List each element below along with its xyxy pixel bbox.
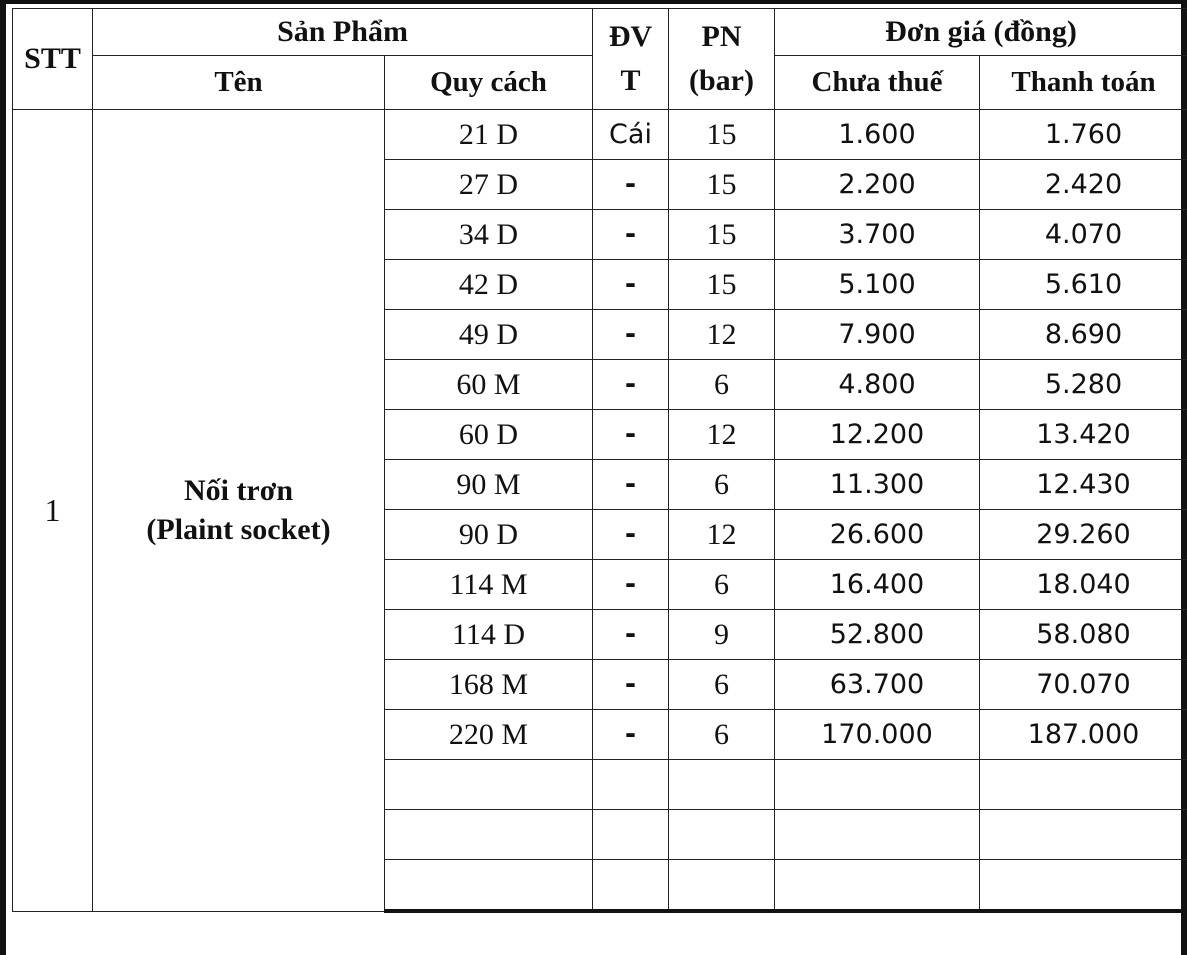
unit-cell [593, 760, 669, 810]
unit-cell: - [593, 310, 669, 360]
spec-cell: 27 D [385, 160, 593, 210]
header-product-group: Sản Phẩm [93, 9, 593, 56]
spec-cell: 168 M [385, 660, 593, 710]
price-total-cell: 1.760 [980, 110, 1187, 160]
price-pretax-cell: 170.000 [775, 710, 980, 760]
header-name: Tên [93, 56, 385, 110]
spec-cell: 42 D [385, 260, 593, 310]
pn-cell: 6 [669, 460, 775, 510]
pn-cell [669, 760, 775, 810]
price-pretax-cell [775, 810, 980, 860]
spec-cell: 114 M [385, 560, 593, 610]
pn-cell: 15 [669, 210, 775, 260]
header-row-1 [13, 9, 1187, 56]
unit-cell: - [593, 260, 669, 310]
price-pretax-cell [775, 860, 980, 912]
unit-cell: - [593, 410, 669, 460]
header-pn [669, 9, 775, 110]
unit-cell: - [593, 360, 669, 410]
spec-cell: 21 D [385, 110, 593, 160]
spec-cell [385, 810, 593, 860]
product-name-vi: Nối trơn [183, 474, 294, 508]
pn-cell: 6 [669, 660, 775, 710]
price-total-cell: 70.070 [980, 660, 1187, 710]
price-pretax-cell: 52.800 [775, 610, 980, 660]
price-pretax-cell: 5.100 [775, 260, 980, 310]
price-total-cell: 4.070 [980, 210, 1187, 260]
pn-cell: 6 [669, 710, 775, 760]
price-pretax-cell: 3.700 [775, 210, 980, 260]
pn-cell: 15 [669, 160, 775, 210]
header-pn-line2: (bar) [689, 64, 754, 97]
price-total-cell: 187.000 [980, 710, 1187, 760]
unit-cell: Cái [593, 110, 669, 160]
price-total-cell: 5.280 [980, 360, 1187, 410]
unit-cell [593, 860, 669, 912]
price-total-cell: 58.080 [980, 610, 1187, 660]
price-total-cell: 8.690 [980, 310, 1187, 360]
header-price-pretax: Chưa thuế [775, 56, 980, 110]
unit-cell: - [593, 210, 669, 260]
pn-cell: 6 [669, 560, 775, 610]
unit-cell [593, 810, 669, 860]
price-total-cell: 5.610 [980, 260, 1187, 310]
pn-cell: 12 [669, 410, 775, 460]
spec-cell: 114 D [385, 610, 593, 660]
pn-cell: 12 [669, 510, 775, 560]
price-pretax-cell: 1.600 [775, 110, 980, 160]
unit-cell: - [593, 160, 669, 210]
table-body [13, 110, 1187, 912]
price-pretax-cell: 2.200 [775, 160, 980, 210]
spec-cell: 49 D [385, 310, 593, 360]
spec-cell: 60 M [385, 360, 593, 410]
unit-cell: - [593, 660, 669, 710]
table-row [13, 110, 1187, 160]
pn-cell [669, 810, 775, 860]
price-total-cell: 18.040 [980, 560, 1187, 610]
spec-cell: 60 D [385, 410, 593, 460]
price-total-cell: 29.260 [980, 510, 1187, 560]
pn-cell: 15 [669, 260, 775, 310]
price-total-cell: 2.420 [980, 160, 1187, 210]
price-table [12, 8, 1187, 913]
spec-cell: 34 D [385, 210, 593, 260]
spec-cell: 90 M [385, 460, 593, 510]
price-pretax-cell: 63.700 [775, 660, 980, 710]
pn-cell: 9 [669, 610, 775, 660]
price-pretax-cell: 12.200 [775, 410, 980, 460]
price-pretax-cell: 16.400 [775, 560, 980, 610]
product-name-cell [93, 110, 385, 912]
header-unit-line1: ĐV [608, 20, 653, 53]
header-spec: Quy cách [385, 56, 593, 110]
spec-cell [385, 860, 593, 912]
header-stt: STT [13, 9, 93, 110]
price-total-cell [980, 860, 1187, 912]
header-pn-line1: PN [701, 20, 742, 53]
price-pretax-cell: 11.300 [775, 460, 980, 510]
pn-cell: 15 [669, 110, 775, 160]
stt-cell: 1 [13, 110, 93, 912]
price-pretax-cell [775, 760, 980, 810]
pn-cell: 12 [669, 310, 775, 360]
header-unit-line2: T [620, 64, 641, 97]
pn-cell: 6 [669, 360, 775, 410]
unit-cell: - [593, 510, 669, 560]
price-total-cell: 13.420 [980, 410, 1187, 460]
unit-cell: - [593, 560, 669, 610]
spec-cell: 90 D [385, 510, 593, 560]
price-pretax-cell: 7.900 [775, 310, 980, 360]
pn-cell [669, 860, 775, 912]
price-pretax-cell: 4.800 [775, 360, 980, 410]
unit-cell: - [593, 710, 669, 760]
unit-cell: - [593, 610, 669, 660]
header-unit [593, 9, 669, 110]
product-name-en: (Plaint socket) [146, 513, 331, 547]
price-total-cell [980, 760, 1187, 810]
price-total-cell [980, 810, 1187, 860]
header-price-total: Thanh toán [980, 56, 1187, 110]
unit-cell: - [593, 460, 669, 510]
spec-cell: 220 M [385, 710, 593, 760]
price-total-cell: 12.430 [980, 460, 1187, 510]
spec-cell [385, 760, 593, 810]
price-pretax-cell: 26.600 [775, 510, 980, 560]
header-price-group: Đơn giá (đồng) [775, 9, 1187, 56]
